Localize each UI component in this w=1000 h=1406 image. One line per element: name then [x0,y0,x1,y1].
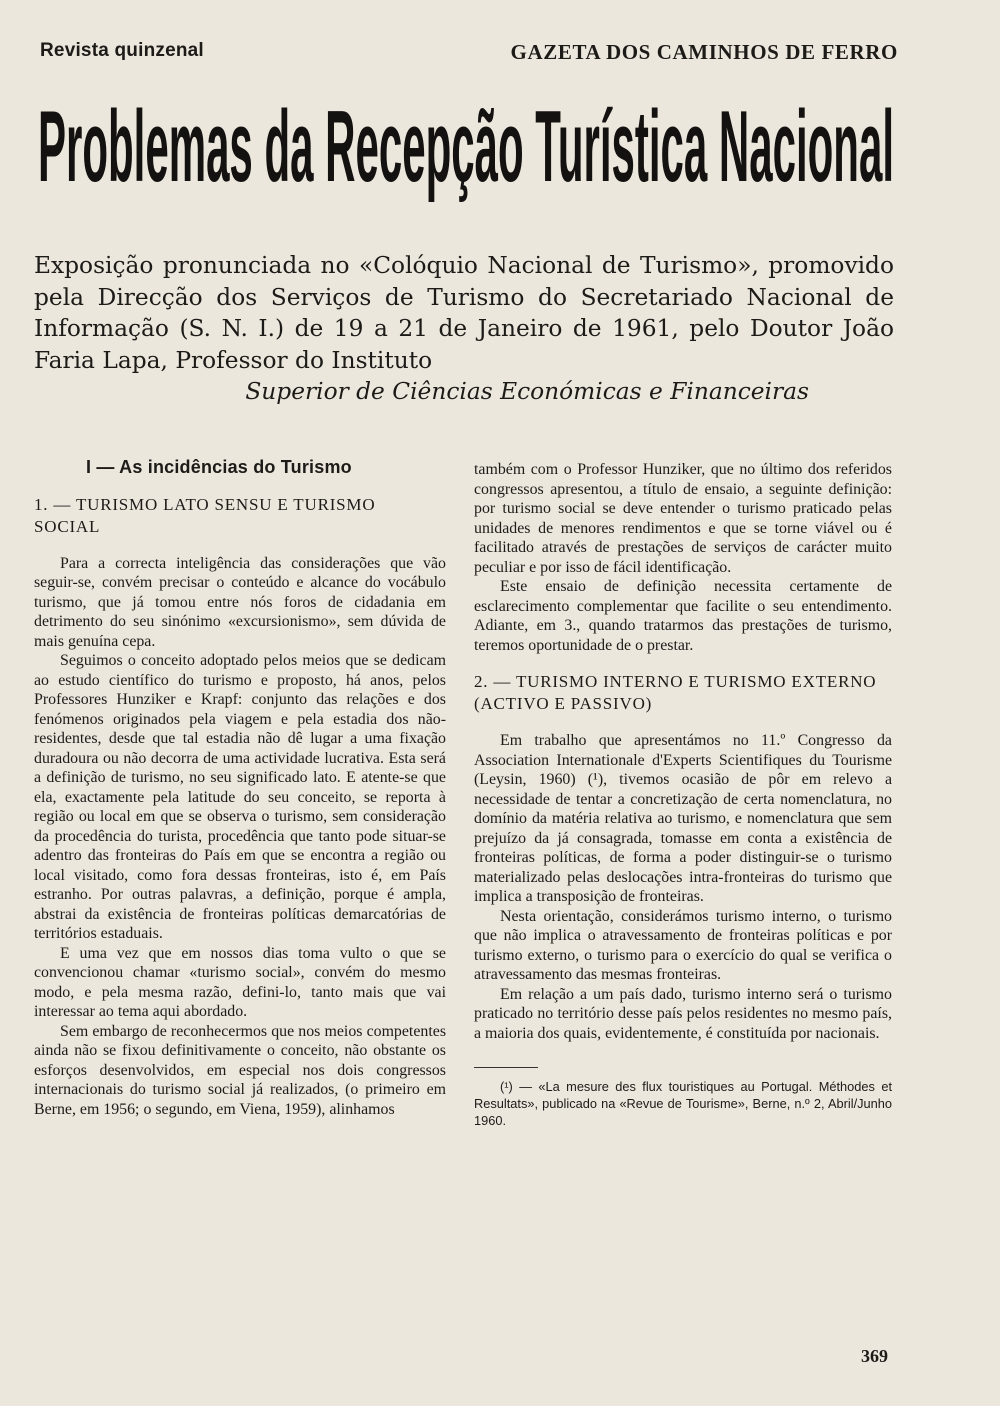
subsection-heading-1: 1. — TURISMO LATO SENSU E TURISMO SOCIAL [34,494,376,536]
paragraph: também com o Professor Hunziker, que no último dos referidos congressos apresentou, a título de ensaio, a seguinte definição: por turismo social se deve entender o turismo praticado pelas unidades de menores rendimentos e que se torne viável ou é facilitado através de prestações de serviços de carácter muito peculiar e por isso de fácil identificação. [474,461,892,576]
magazine-name: GAZETA DOS CAMINHOS DE FERRO [510,40,898,64]
paragraph: E uma vez que em nossos dias toma vulto o que se convencionou chamar «turismo social», convém do mesmo modo, e pela mesma razão, defini-lo, tanto mais que vai interessar ao tema aqui abordado. [34,944,446,1020]
paragraph: Em trabalho que apresentámos no 11.º Congresso da Association Internationale d'Experts Scientifiques du Tourisme (Leysin, 1960) (¹), tivemos ocasião de pôr em relevo a necessidade de tentar a concretização de certa nomenclatura, no domínio da matéria relativa ao turismo, e nomenclatura que sem prejuízo da já consagrada, tomasse em conta a existência de fronteiras políticas, de forma a poder distinguir-se o turismo materializado pelas deslocações intra-fronteiras do turismo que implica a transposição de fronteiras. [474,732,892,905]
page-number: 369 [861,1346,888,1366]
article-title-text: Problemas da Recepção Turística Nacional [38,100,894,203]
subtitle-institute: Superior de Ciências Económicas e Financeiras [245,378,809,405]
paragraph: Seguimos o conceito adoptado pelos meios que se dedicam ao estudo científico do turismo e proposto, há anos, pelos Professores Hunziker e Krapf: conjunto das relações e dos fenómenos originados pela viagem e pela estadia dos não-residentes, desde que tal estadia não dê lugar a uma fixação duradoura ou não decorra de uma actividade lucrativa. Esta será a definição de turismo, no seu significado lato. E atente-se que ela, exactamente pela latitude do seu conceito, se reporta à região ou local em que se observa o turismo, sem consideração da procedência do turista, procedência que tanto pode situar-se adentro das fronteiras do País em que se encontra a região ou local visitado, como fora dessas fronteiras, isto é, em País estranho. Por outras palavras, a definição, porque é ampla, abstrai da existência de fronteiras políticas demarcatórias de territórios estaduais. [34,652,446,942]
paragraph: Sem embargo de reconhecermos que nos meios competentes ainda não se fixou definitivamente o conceito, não obstante os esforços desenvolvidos, em especial nos dois congressos internacionais do turismo social já realizados, (o primeiro em Berne, em 1956; o segundo, em Viena, 1959), alinhamos [34,1022,446,1118]
right-column [474,460,892,1129]
footnote-divider [474,1067,538,1068]
paragraph: Em relação a um país dado, turismo interno será o turismo praticado no território desse país pelos residentes no mesmo país, a maioria dos quais, evidentemente, é constituída por nacionais. [474,985,892,1042]
paragraph: Nesta orientação, considerámos turismo interno, o turismo que não implica o atravessamento de fronteiras políticas e por turismo externo, o turismo para o exercício do qual se verifica o atravessamento das mesmas fronteiras. [474,907,892,983]
section-heading: I — As incidências do Turismo [86,457,352,477]
paragraph: Este ensaio de definição necessita certamente de esclarecimento complementar que facilite o seu entendimento. Adiante, em 3., quando tratarmos das prestações de turismo, teremos oportunidade de o prestar. [474,578,892,654]
paragraph: Para a correcta inteligência das considerações que vão seguir-se, convém precisar o conteúdo e alcance do vocábulo turismo, que já tomou entre nós foros de cidadania em detrimento do seu sinónimo «excursionismo», sem dúvida de mais genuína cepa. [34,554,446,650]
article-title [38,100,894,210]
article-subtitle [34,250,894,408]
subtitle-main: Exposição pronunciada no «Colóquio Nacional de Turismo», promovido pela Direcção dos Serviços de Turismo do Secretariado Nacional de Informação (S. N. I.) de 19 a 21 de Janeiro de 1961, pelo Doutor João Faria Lapa, Professor do Instituto [34,252,894,374]
magazine-frequency: Revista quinzenal [40,40,204,61]
left-column [34,458,446,1119]
subsection-heading-2: 2. — TURISMO INTERNO E TURISMO EXTERNO (ACTIVO E PASSIVO) [474,672,877,713]
footnote: (¹) — «La mesure des flux touristiques au Portugal. Méthodes et Resultats», publicado na «Revue de Tourisme», Berne, n.º 2, Abril/Junho 1960. [474,1079,892,1128]
